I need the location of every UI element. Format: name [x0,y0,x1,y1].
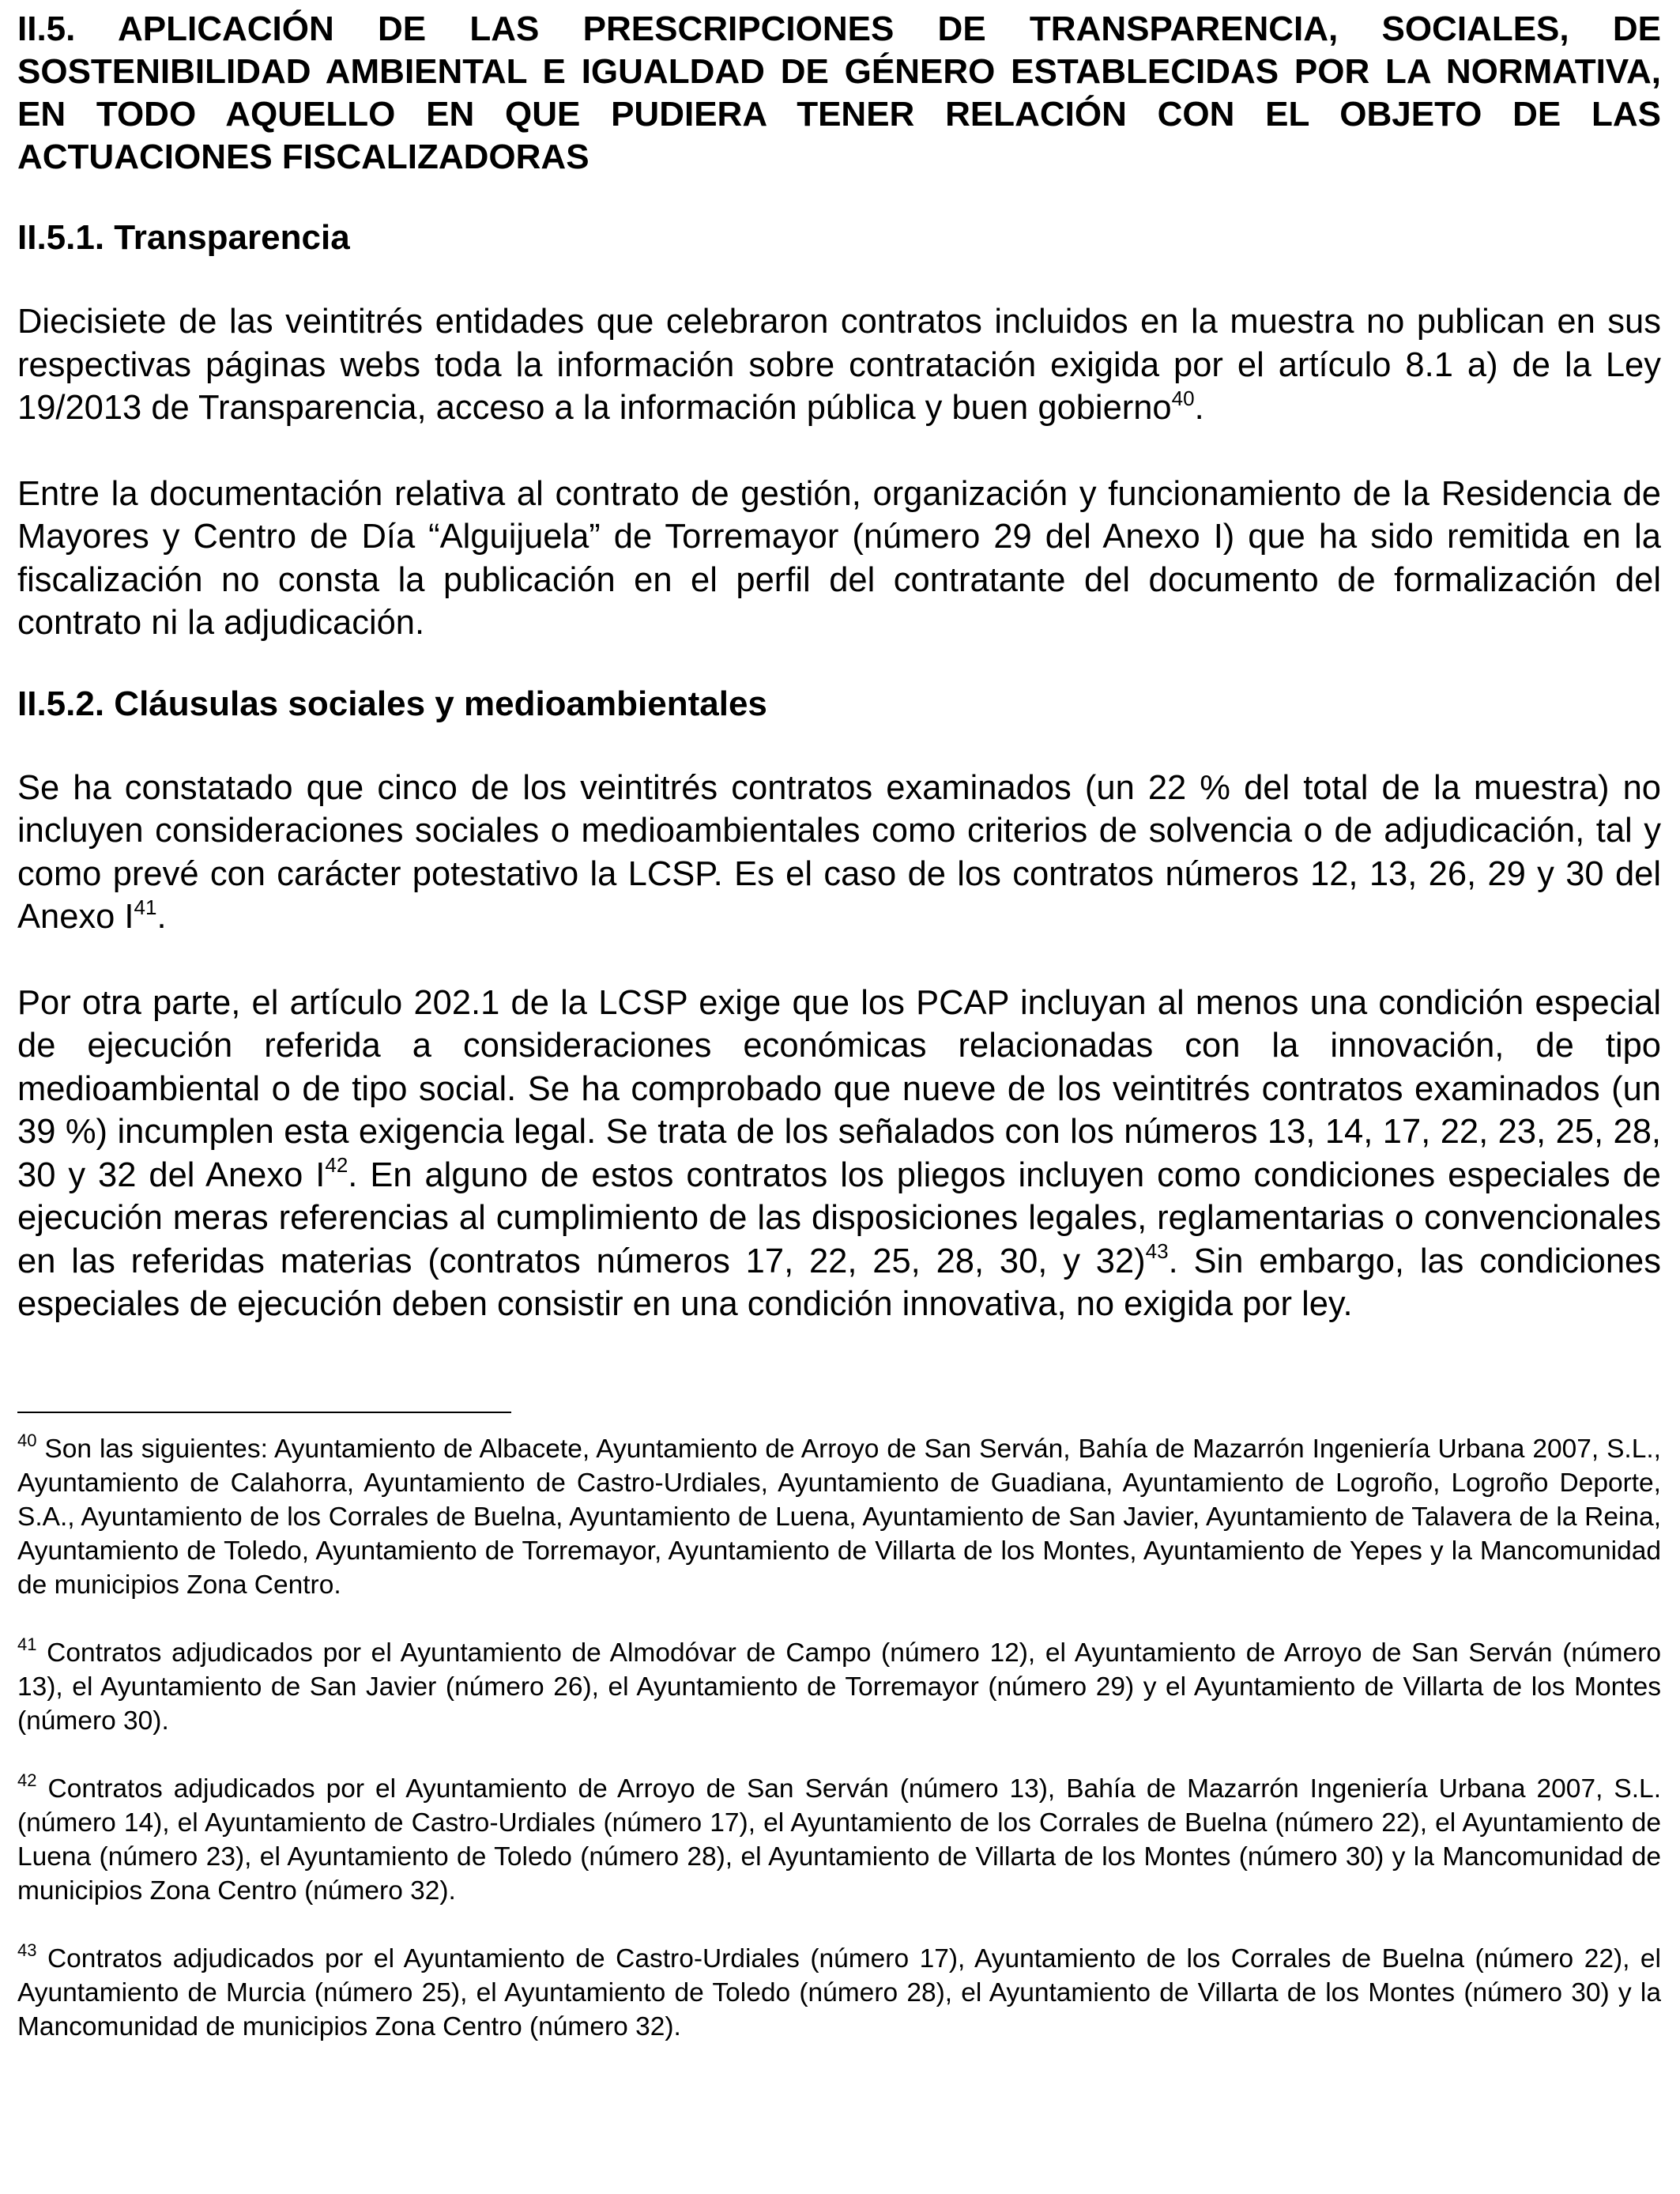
subsection-heading-transparencia: II.5.1. Transparencia [17,218,350,257]
footnote-separator [17,1412,511,1413]
footnote-ref-43[interactable]: 43 [1145,1239,1169,1263]
document-page [17,0,1661,2044]
paragraph-text: . Sin embargo, las condiciones especiales de ejecución deben consistir en una condición innovativa, no exigida por ley. [17,1242,1661,1323]
paragraph-end: . [1194,389,1204,427]
paragraph-transparencia-2: Entre la documentación relativa al contrato de gestión, organización y funcionamiento de la Residencia de Mayores y Centro de Día “Alguijuela” de Torremayor (número 29 del Anexo I) que ha sido remitida en la fiscalización no consta la publicación en el perfil del contratante del documento de formalización del contrato ni la adjudicación. [17,474,1661,642]
section-heading: II.5. APLICACIÓN DE LAS PRESCRIPCIONES DE TRANSPARENCIA, SOCIALES, DE SOSTENIBILIDAD AMBIENTAL E IGUALDAD DE GÉNERO ESTABLECIDAS POR LA NORMATIVA, EN TODO AQUELLO EN QUE PUDIERA TENER RELACIÓN CON EL OBJETO DE LAS ACTUACIONES FISCALIZADORAS [17,9,1661,176]
footnote-text: Contratos adjudicados por el Ayuntamiento de Arroyo de San Serván (número 13), Bahía de Mazarrón Ingeniería Urbana 2007, S.L. (número 14), el Ayuntamiento de Castro-Urdiales (número 17), el Ayuntamiento de los Corrales de Buelna (número 22), el Ayuntamiento de Luena (número 23), el Ayuntamiento de Toledo (número 28), el Ayuntamiento de Villarta de los Montes (número 30) y la Mancomunidad de municipios Zona Centro (número 32). [17,1774,1661,1906]
subsection-heading-clausulas: II.5.2. Cláusulas sociales y medioambientales [17,684,767,723]
footnotes [17,1432,1661,2044]
footnote-ref-41[interactable]: 41 [134,895,157,919]
footnote-ref-40[interactable]: 40 [1171,386,1195,410]
paragraph-transparencia-1 [17,300,1661,430]
footnote-number: 41 [17,1634,37,1655]
footnote-43 [17,1942,1661,2044]
footnote-number: 40 [17,1431,37,1451]
footnote-42 [17,1772,1661,1908]
footnote-text: Contratos adjudicados por el Ayuntamiento de Castro-Urdiales (número 17), Ayuntamiento de los Corrales de Buelna (número 22), el Ayuntamiento de Murcia (número 25), el Ayuntamiento de Toledo (número 28), el Ayuntamiento de Villarta de los Montes (número 30) y la Mancomunidad de municipios Zona Centro (número 32). [17,1943,1661,2041]
footnote-41 [17,1636,1661,1738]
paragraph-clausulas-1 [17,767,1661,939]
footnote-number: 42 [17,1770,37,1791]
footnote-40 [17,1432,1661,1602]
footnote-ref-42[interactable]: 42 [325,1153,348,1177]
paragraph-clausulas-2 [17,982,1661,1326]
paragraph-text: Se ha constatado que cinco de los veintitrés contratos examinados (un 22 % del total de la muestra) no incluyen consideraciones sociales o medioambientales como criterios de solvencia o de adjudicación, tal y como prevé con carácter potestativo la LCSP. Es el caso de los contratos números 12, 13, 26, 29 y 30 del Anexo I [17,768,1661,936]
footnote-text: Contratos adjudicados por el Ayuntamiento de Almodóvar de Campo (número 12), el Ayuntamiento de Arroyo de San Serván (número 13), el Ayuntamiento de San Javier (número 26), el Ayuntamiento de Torremayor (número 29) y el Ayuntamiento de Villarta de los Montes (número 30). [17,1638,1661,1736]
footnote-number: 43 [17,1940,37,1961]
paragraph-text: . En alguno de estos contratos los pliegos incluyen como condiciones especiales de ejecución meras referencias al cumplimiento de las disposiciones legales, reglamentarias o convencionales en las referidas materias (contratos números 17, 22, 25, 28, 30, y 32) [17,1155,1661,1280]
paragraph-text: Por otra parte, el artículo 202.1 de la LCSP exige que los PCAP incluyan al menos una condición especial de ejecución referida a consideraciones económicas relacionadas con la innovación, de tipo medioambiental o de tipo social. Se ha comprobado que nueve de los veintitrés contratos examinados (un 39 %) incumplen esta exigencia legal. Se trata de los señalados con los números 13, 14, 17, 22, 23, 25, 28, 30 y 32 del Anexo I [17,983,1661,1194]
footnote-text: Son las siguientes: Ayuntamiento de Albacete, Ayuntamiento de Arroyo de San Serván, Bahía de Mazarrón Ingeniería Urbana 2007, S.L., Ayuntamiento de Calahorra, Ayuntamiento de Castro-Urdiales, Ayuntamiento de Guadiana, Ayuntamiento de Logroño, Logroño Deporte, S.A., Ayuntamiento de los Corrales de Buelna, Ayuntamiento de Luena, Ayuntamiento de San Javier, Ayuntamiento de Talavera de la Reina, Ayuntamiento de Toledo, Ayuntamiento de Torremayor, Ayuntamiento de Villarta de los Montes, Ayuntamiento de Yepes y la Mancomunidad de municipios Zona Centro. [17,1434,1661,1600]
paragraph-text: Diecisiete de las veintitrés entidades que celebraron contratos incluidos en la muestra no publican en sus respectivas páginas webs toda la información sobre contratación exigida por el artículo 8.1 a) de la Ley 19/2013 de Transparencia, acceso a la información pública y buen gobierno [17,303,1661,427]
paragraph-end: . [156,898,167,936]
